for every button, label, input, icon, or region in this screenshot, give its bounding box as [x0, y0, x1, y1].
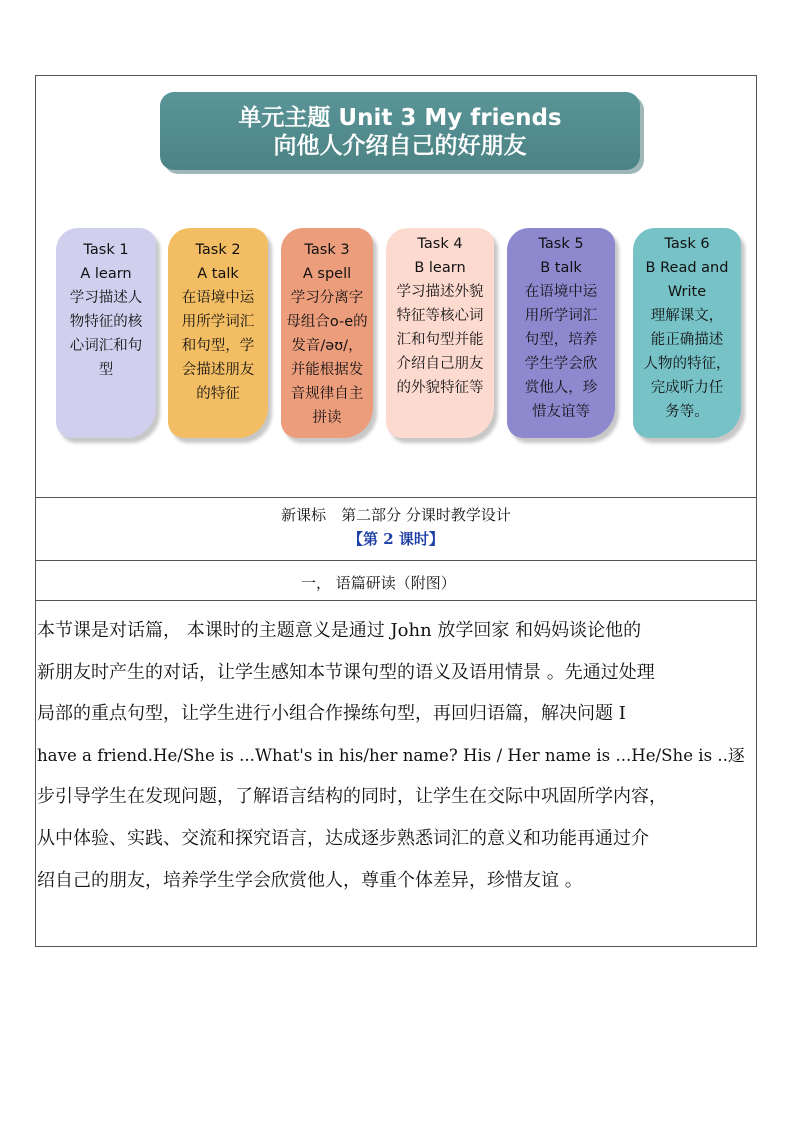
task-line: 在语境中运 — [181, 290, 255, 306]
task-line: 完成听力任 — [650, 380, 724, 396]
task-line: 会描述朋友 — [181, 362, 255, 378]
discourse-analysis-paragraph — [37, 610, 757, 901]
paragraph-line: 局部的重点句型，让学生进行小组合作操练句型，再回归语篇，解决问题 I — [37, 703, 626, 725]
task-number: Task 1 — [83, 242, 129, 258]
row-divider — [36, 497, 756, 498]
row-divider — [36, 560, 756, 561]
task-lesson: A learn — [80, 266, 132, 282]
task-line: 型 — [98, 362, 114, 378]
row-divider — [36, 600, 756, 601]
task-line: 务等。 — [665, 404, 709, 420]
task-number: Task 6 — [664, 236, 710, 252]
task-line: 用所学词汇 — [181, 314, 255, 330]
task-line: 汇和句型并能 — [396, 332, 484, 348]
task-line: 学习分离字 — [290, 290, 364, 306]
task-number: Task 4 — [417, 236, 463, 252]
task-line: 用所学词汇 — [524, 308, 598, 324]
task-line: 在语境中运 — [524, 284, 598, 300]
standard-text: 新课标 第二部分 分课时教学设计 — [281, 506, 511, 524]
task-line: 介绍自己朋友 — [396, 356, 484, 372]
task-line: 物特征的核 — [69, 314, 143, 330]
task-line: 能正确描述 — [650, 332, 724, 348]
task-line: 心词汇和句 — [69, 338, 143, 354]
task-lesson-cont: Write — [667, 284, 707, 300]
task-line: 的特征 — [196, 386, 240, 402]
task-card-1 — [56, 228, 156, 438]
task-number: Task 5 — [538, 236, 584, 252]
lesson-number-label: 【第 2 课时】 — [348, 530, 444, 548]
paragraph-line: 本节课是对话篇， 本课时的主题意义是通过 John 放学回家 和妈妈谈论他的 — [37, 620, 642, 641]
task-lesson: A spell — [302, 266, 352, 282]
section-title: 一， 语篇研读（附图） — [301, 574, 456, 592]
task-number: Task 3 — [304, 242, 350, 258]
paragraph-line: 新朋友时产生的对话，让学生感知本节课句型的语义及语用情景 。先通过处理 — [37, 661, 655, 683]
banner-title-line1: 单元主题 Unit 3 My friends — [238, 105, 562, 131]
task-line: 并能根据发 — [290, 362, 364, 378]
task-line: 学习描述人 — [69, 290, 143, 306]
task-card-3 — [281, 228, 373, 438]
task-line: 学习描述外貌 — [396, 284, 484, 300]
lesson-table — [35, 75, 757, 947]
paragraph-line: 绍自己的朋友，培养学生学会欣赏他人，尊重个体差异，珍惜友谊 。 — [37, 869, 583, 891]
task-description — [281, 286, 373, 430]
task-card-5 — [507, 228, 615, 438]
task-card-6 — [633, 228, 741, 438]
task-line: 母组合o-e的 — [286, 314, 368, 330]
task-line: 学生学会欣 — [524, 356, 598, 372]
banner-title-line2: 向他人介绍自己的好朋友 — [273, 133, 527, 159]
task-description — [386, 280, 494, 400]
task-line: 人物的特征， — [643, 356, 731, 372]
task-line: 和句型，学 — [181, 338, 255, 354]
paragraph-line: 从中体验、实践、交流和探究语言，达成逐步熟悉词汇的意义和功能再通过介 — [37, 827, 649, 849]
task-card-4 — [386, 228, 494, 438]
task-card-2 — [168, 228, 268, 438]
task-number: Task 2 — [195, 242, 241, 258]
curriculum-standard-header — [36, 503, 756, 551]
task-description — [56, 286, 156, 382]
paragraph-line: 步引导学生在发现问题，了解语言结构的同时，让学生在交际中巩固所学内容， — [37, 786, 667, 808]
unit-theme-banner — [160, 92, 640, 170]
task-line: 音规律自主 — [290, 386, 364, 402]
task-lesson: B learn — [414, 260, 466, 276]
task-line: 句型，培养 — [524, 332, 598, 348]
task-line: 惜友谊等 — [532, 404, 590, 420]
task-line: 特征等核心词 — [396, 308, 484, 324]
task-lesson: A talk — [197, 266, 239, 282]
paragraph-line: have a friend.He/She is ...What's in his/her name? His / Her name is ...He/She is ..逐 — [37, 745, 745, 765]
task-lesson: B talk — [540, 260, 582, 276]
task-line: 拼读 — [312, 410, 342, 426]
task-line: 赏他人，珍 — [524, 380, 598, 396]
task-description — [633, 304, 741, 424]
task-line: 理解课文， — [650, 308, 724, 324]
task-lesson: B Read and — [645, 260, 729, 276]
task-description — [507, 280, 615, 424]
task-description — [168, 286, 268, 406]
task-line: 发音/əʊ/， — [291, 338, 363, 354]
task-line: 的外貌特征等 — [396, 380, 484, 396]
